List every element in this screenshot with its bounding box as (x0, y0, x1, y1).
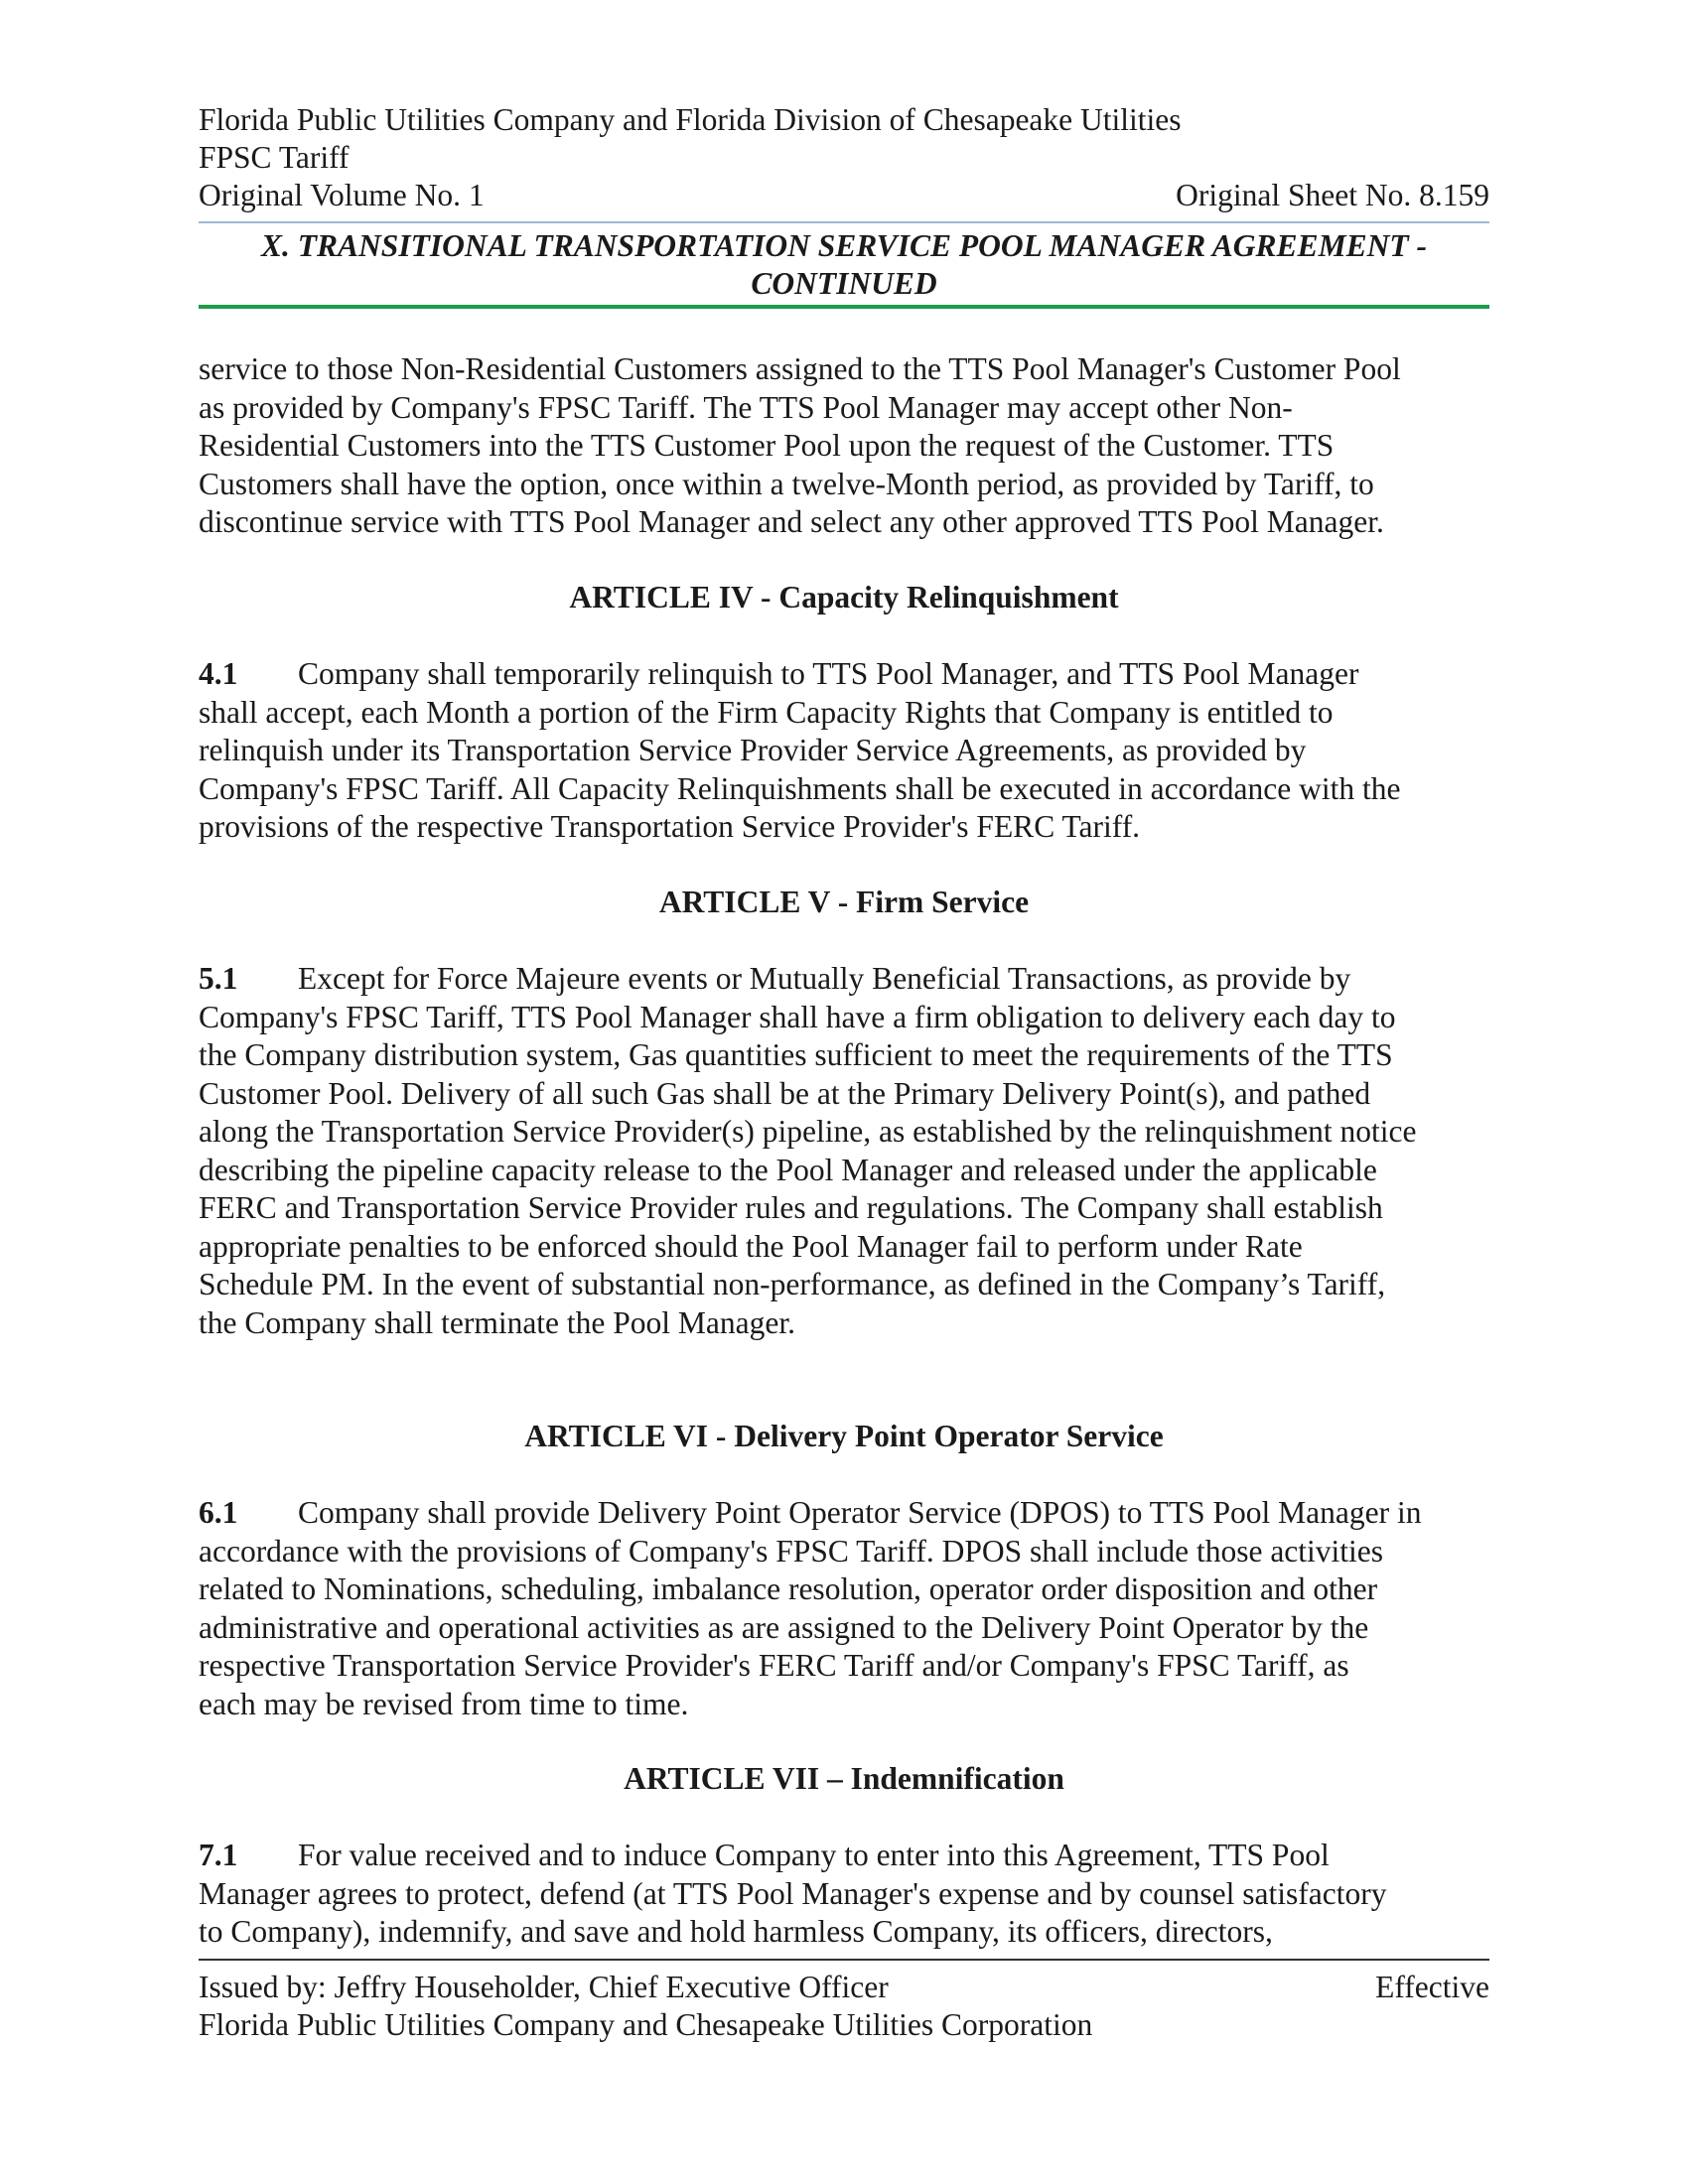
article-6-paragraph (199, 1494, 1499, 1723)
text-line: Customers shall have the option, once within a twelve-Month period, as provided by Tariff, to (199, 466, 1374, 501)
article-6-heading: ARTICLE VI - Delivery Point Operator Service (524, 1419, 1164, 1453)
header-rule-green (199, 305, 1489, 309)
article-4-heading: ARTICLE IV - Capacity Relinquishment (569, 580, 1119, 614)
header-volume: Original Volume No. 1 (199, 178, 485, 212)
text-line: Company's FPSC Tariff. All Capacity Relinquishments shall be executed in accordance with the (199, 770, 1401, 806)
header-sheet-number: Original Sheet No. 8.159 (1176, 178, 1489, 212)
header-tariff: FPSC Tariff (199, 140, 350, 175)
text-line: 5.1 Except for Force Majeure events or Mutually Beneficial Transactions, as provide by (199, 960, 1499, 999)
clause-number: 6.1 (199, 1495, 238, 1530)
text-line: Schedule PM. In the event of substantial non-performance, as defined in the Company’s Tariff, (199, 1267, 1386, 1301)
text-line: along the Transportation Service Provider(s) pipeline, as established by the relinquishment notice (199, 1114, 1417, 1149)
text-line: FERC and Transportation Service Provider rules and regulations. The Company shall establish (199, 1190, 1383, 1225)
article-7-paragraph (199, 1837, 1499, 1952)
footer-rule (199, 1959, 1489, 1961)
text-line: as provided by Company's FPSC Tariff. The TTS Pool Manager may accept other Non- (199, 389, 1293, 425)
text-line: Company's FPSC Tariff, TTS Pool Manager shall have a firm obligation to delivery each day to (199, 999, 1396, 1034)
text-line: service to those Non-Residential Customers assigned to the TTS Pool Manager's Customer Pool (199, 351, 1401, 386)
text-line: relinquish under its Transportation Service Provider Service Agreements, as provided by (199, 733, 1307, 767)
text-line: the Company distribution system, Gas quantities sufficient to meet the requirements of the TTS (199, 1037, 1393, 1072)
intro-paragraph (199, 350, 1499, 542)
clause-number: 4.1 (199, 656, 238, 691)
article-4-paragraph (199, 655, 1499, 847)
article-5-paragraph (199, 960, 1499, 1342)
text-line: administrative and operational activities as are assigned to the Delivery Point Operator by the (199, 1609, 1369, 1645)
text-line: 7.1 For value received and to induce Company to enter into this Agreement, TTS Pool (199, 1837, 1499, 1875)
text-line: respective Transportation Service Provider's FERC Tariff and/or Company's FPSC Tariff, as (199, 1648, 1349, 1683)
footer-company: Florida Public Utilities Company and Chesapeake Utilities Corporation (199, 2007, 1093, 2042)
clause-number: 7.1 (199, 1838, 238, 1872)
text-line: related to Nominations, scheduling, imbalance resolution, operator order disposition and other (199, 1571, 1378, 1606)
text-line: Manager agrees to protect, defend (at TTS Pool Manager's expense and by counsel satisfactory (199, 1875, 1387, 1911)
text-line: the Company shall terminate the Pool Manager. (199, 1304, 795, 1340)
footer-issued-by: Issued by: Jeffry Householder, Chief Executive Officer (199, 1970, 889, 2004)
article-5-heading: ARTICLE V - Firm Service (658, 885, 1030, 919)
text-line: accordance with the provisions of Company's FPSC Tariff. DPOS shall include those activities (199, 1533, 1384, 1569)
section-title-line-2: CONTINUED (751, 266, 937, 301)
text-line: discontinue service with TTS Pool Manager and select any other approved TTS Pool Manager. (199, 504, 1384, 539)
text-line: each may be revised from time to time. (199, 1686, 689, 1721)
text-line: provisions of the respective Transportation Service Provider's FERC Tariff. (199, 809, 1141, 844)
header-company: Florida Public Utilities Company and Florida Division of Chesapeake Utilities (199, 102, 1182, 137)
section-title (199, 227, 1489, 303)
header-volume-row (199, 177, 1489, 215)
clause-number: 5.1 (199, 961, 238, 996)
text-line: to Company), indemnify, and save and hold harmless Company, its officers, directors, (199, 1914, 1273, 1949)
footer-issued-row (199, 1969, 1489, 2007)
text-line: 6.1 Company shall provide Delivery Point Operator Service (DPOS) to TTS Pool Manager in (199, 1494, 1499, 1533)
article-7-heading: ARTICLE VII – Indemnification (624, 1761, 1064, 1796)
text-line: 4.1 Company shall temporarily relinquish to TTS Pool Manager, and TTS Pool Manager (199, 655, 1499, 694)
header-rule-blue (199, 221, 1489, 223)
section-title-line-1: X. TRANSITIONAL TRANSPORTATION SERVICE POOL MANAGER AGREEMENT - (261, 228, 1427, 263)
footer-effective: Effective (1375, 1970, 1489, 2004)
text-line: Residential Customers into the TTS Customer Pool upon the request of the Customer. TTS (199, 428, 1335, 463)
text-line: describing the pipeline capacity release to the Pool Manager and released under the applicable (199, 1152, 1377, 1187)
text-line: appropriate penalties to be enforced should the Pool Manager fail to perform under Rate (199, 1228, 1303, 1264)
text-line: Customer Pool. Delivery of all such Gas shall be at the Primary Delivery Point(s), and pathed (199, 1075, 1371, 1111)
text-line: shall accept, each Month a portion of the Firm Capacity Rights that Company is entitled to (199, 694, 1334, 730)
